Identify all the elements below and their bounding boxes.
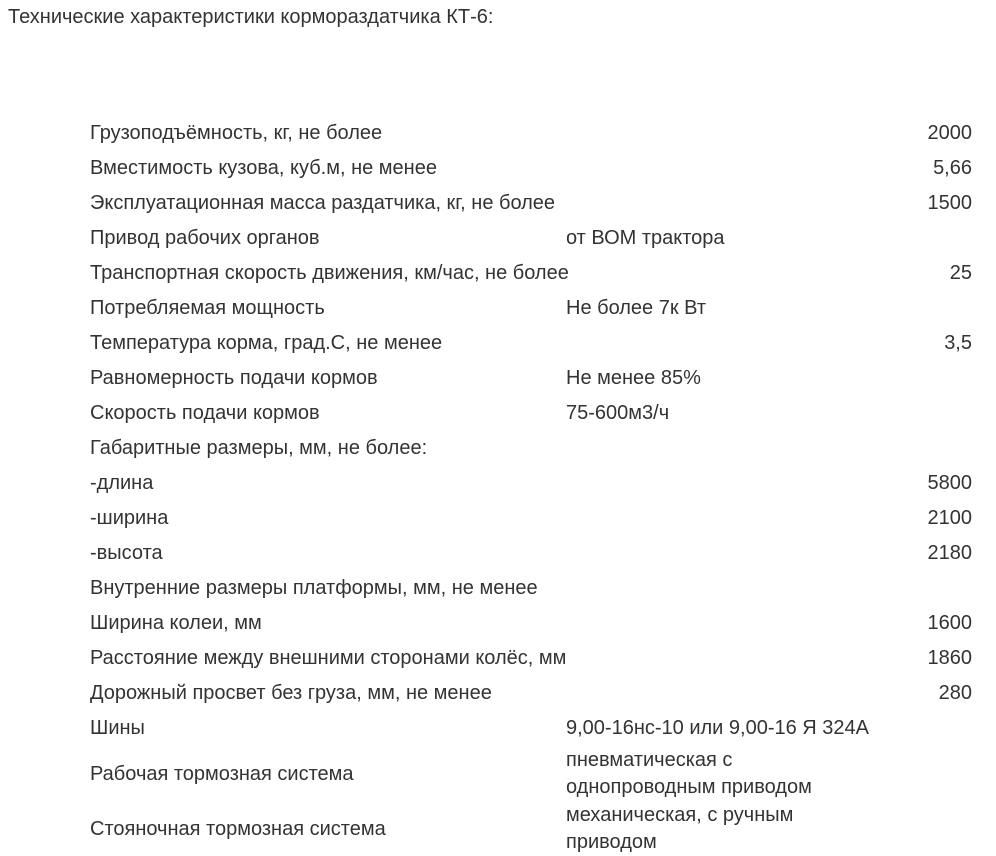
spec-name: Потребляемая мощность <box>90 297 325 319</box>
spec-num-value: 25 <box>949 262 972 284</box>
spec-text-value: пневматическая с однопроводным приводом <box>566 749 812 798</box>
spec-num-value <box>892 396 978 431</box>
spec-row-feed-rate <box>84 396 978 431</box>
spec-name: Температура корма, град.С, не менее <box>90 332 443 354</box>
spec-text-value: Не более 7к Вт <box>566 297 706 319</box>
spec-row-load-capacity <box>84 116 978 151</box>
spec-name: Шины <box>90 717 145 739</box>
spec-name: Ширина колеи, мм <box>90 612 262 634</box>
spec-text-value <box>560 256 892 291</box>
spec-row-overall-dimensions <box>84 431 978 466</box>
spec-name: -длина <box>90 472 154 494</box>
spec-row-ground-clearance <box>84 676 978 711</box>
spec-name: Стояночная тормозная система <box>90 817 386 840</box>
spec-row-length <box>84 466 978 501</box>
spec-text-value <box>560 326 892 361</box>
spec-num-value: 1600 <box>927 612 972 634</box>
spec-row-feed-uniformity <box>84 361 978 396</box>
spec-row-feed-temperature <box>84 326 978 361</box>
spec-text-value <box>560 116 892 151</box>
spec-name: Дорожный просвет без груза, мм, не менее <box>90 682 492 704</box>
spec-text-value: 75-600м3/ч <box>566 402 670 424</box>
spec-text-value <box>560 606 892 641</box>
spec-text-value <box>560 676 892 711</box>
spec-name: Габаритные размеры, мм, не более: <box>90 437 428 459</box>
spec-name: Грузоподъёмность, кг, не более <box>90 122 383 144</box>
spec-text-value: Не менее 85% <box>566 367 701 389</box>
spec-name: Рабочая тормозная система <box>90 762 354 785</box>
spec-num-value <box>892 571 978 606</box>
spec-num-value: 5,66 <box>933 157 972 179</box>
spec-text-value <box>560 571 892 606</box>
spec-row-tires <box>84 711 978 746</box>
spec-num-value: 1860 <box>927 647 972 669</box>
spec-name: Скорость подачи кормов <box>90 402 320 424</box>
spec-name: Внутренние размеры платформы, мм, не менее <box>90 577 538 599</box>
spec-name: Расстояние между внешними сторонами колёс, мм <box>90 647 567 669</box>
spec-text-value <box>560 466 892 501</box>
spec-name: -ширина <box>90 507 169 529</box>
spec-num-value <box>892 711 978 746</box>
spec-name: Равномерность подачи кормов <box>90 367 378 389</box>
spec-num-value: 1500 <box>927 192 972 214</box>
spec-text-value: 9,00-16нс-10 или 9,00-16 Я 324А <box>566 717 870 739</box>
spec-num-value <box>892 221 978 256</box>
spec-row-drive <box>84 221 978 256</box>
spec-num-value <box>892 361 978 396</box>
spec-num-value <box>892 431 978 466</box>
spec-name: Транспортная скорость движения, км/час, не более <box>90 262 569 284</box>
spec-text-value <box>560 151 892 186</box>
spec-num-value <box>892 802 978 856</box>
spec-num-value: 3,5 <box>944 332 972 354</box>
spec-row-parking-brake <box>84 802 978 856</box>
spec-name: -высота <box>90 542 163 564</box>
spec-num-value: 5800 <box>927 472 972 494</box>
spec-row-operating-mass <box>84 186 978 221</box>
spec-num-value: 2100 <box>927 507 972 529</box>
spec-name: Вместимость кузова, куб.м, не менее <box>90 157 437 179</box>
spec-row-transport-speed <box>84 256 978 291</box>
spec-row-wheel-outer-distance <box>84 641 978 676</box>
spec-text-value <box>560 641 892 676</box>
spec-row-platform-inner-size <box>84 571 978 606</box>
spec-num-value: 280 <box>938 682 972 704</box>
spec-intro-heading: Технические характеристики кормораздатчика КТ-6: <box>8 6 494 28</box>
spec-num-value <box>892 746 978 802</box>
spec-name: Привод рабочих органов <box>90 227 320 249</box>
spec-text-value: механическая, с ручным приводом <box>566 804 794 853</box>
spec-row-service-brake <box>84 746 978 802</box>
spec-name: Эксплуатационная масса раздатчика, кг, не более <box>90 192 556 214</box>
spec-row-track-width <box>84 606 978 641</box>
spec-text-value <box>560 501 892 536</box>
spec-text-value: от ВОМ трактора <box>566 227 725 249</box>
spec-num-value: 2000 <box>927 122 972 144</box>
spec-num-value <box>892 291 978 326</box>
spec-num-value: 2180 <box>927 542 972 564</box>
spec-row-width <box>84 501 978 536</box>
spec-text-value <box>560 536 892 571</box>
spec-row-height <box>84 536 978 571</box>
spec-text-value <box>560 186 892 221</box>
spec-row-body-volume <box>84 151 978 186</box>
spec-text-value <box>560 431 892 466</box>
spec-row-power <box>84 291 978 326</box>
spec-table <box>84 116 978 856</box>
